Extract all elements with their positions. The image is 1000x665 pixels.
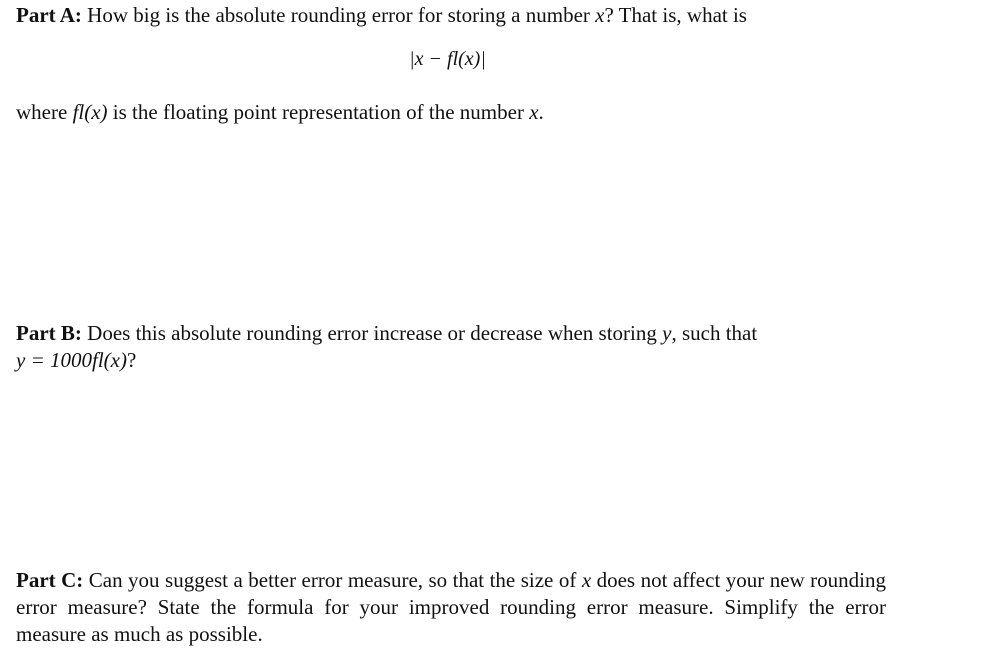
part-a-question: [16, 2, 886, 29]
part-c-text-end: does not affect your new rounding error measure? State the formula for your improved rounding error measure. Simplify the error measure as much as possible.: [16, 568, 886, 646]
part-a-text: How big is the absolute rounding error for storing a number: [81, 3, 596, 27]
math-x: x: [581, 568, 592, 592]
where-text: where: [16, 100, 73, 124]
part-a-label: Part A:: [16, 3, 82, 27]
part-b-label: Part B:: [16, 321, 82, 345]
part-a-text-end: ? That is, what is: [604, 3, 747, 27]
where-text-middle: is the floating point representation of the number: [107, 100, 530, 124]
absolute-error-equation: |x − fl(x)|: [409, 48, 486, 70]
math-x: x: [529, 100, 539, 124]
where-period: .: [538, 100, 544, 124]
math-x: x: [595, 3, 605, 27]
math-fl-x: fl(x): [72, 100, 108, 124]
part-b-equation: y = 1000fl(x): [16, 348, 127, 372]
part-b-question: [16, 320, 886, 374]
part-c-text: Can you suggest a better error measure, so that the size of: [83, 568, 582, 592]
part-c-label: Part C:: [16, 568, 84, 592]
part-c-question: [16, 567, 886, 648]
part-b-text-end: , such that: [671, 321, 758, 345]
part-b-question-mark: ?: [126, 348, 137, 372]
part-b-text: Does this absolute rounding error increase or decrease when storing: [81, 321, 663, 345]
math-y: y: [662, 321, 672, 345]
part-a-where-clause: [16, 99, 886, 126]
